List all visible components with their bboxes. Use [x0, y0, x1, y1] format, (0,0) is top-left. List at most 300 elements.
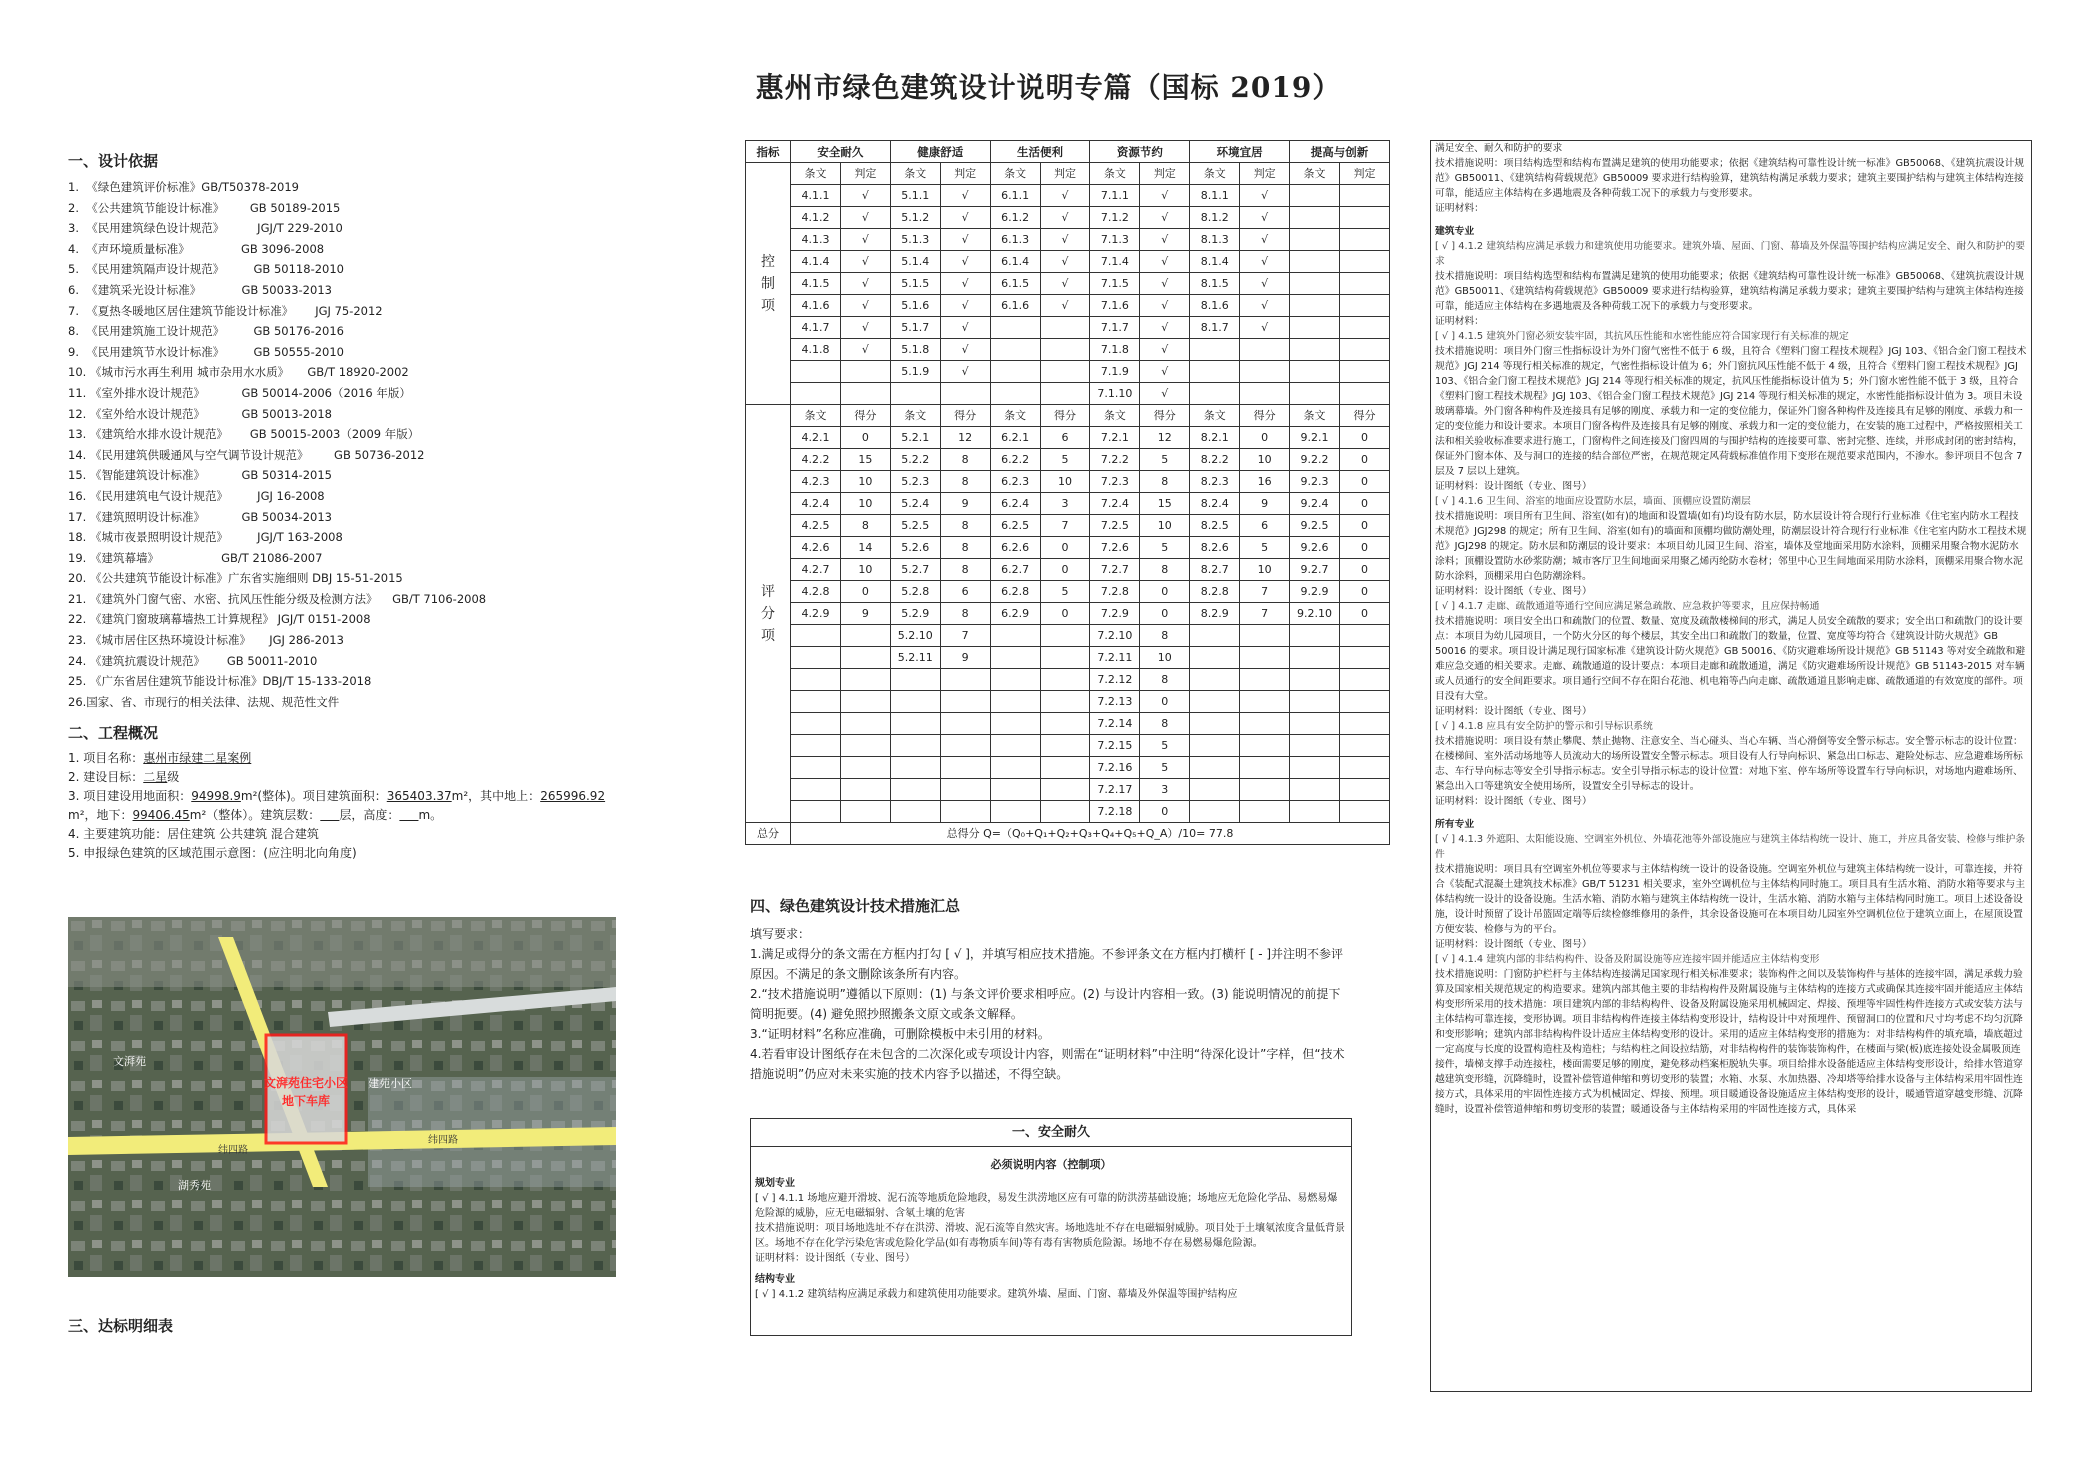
table-cell: 5	[1140, 757, 1190, 779]
table-cell	[990, 647, 1040, 669]
table-cell	[1190, 383, 1240, 405]
table-cell	[1339, 735, 1389, 757]
table-cell: 条文	[791, 405, 841, 427]
table-cell: 5.2.2	[890, 449, 940, 471]
table-cell: √	[1040, 273, 1090, 295]
table-cell: 7.2.1	[1090, 427, 1140, 449]
table-cell: 6.1.2	[990, 207, 1040, 229]
requirement-1: 1.满足或得分的条文需在方框内打勾 [ √ ]，并填写相应技术措施。不参评条文在方框内打横杆 [ - ]并注明不参评原因。不满足的条文删除该条所有内容。	[750, 947, 1344, 981]
table-cell: 5.1.9	[890, 361, 940, 383]
table-cell: 8.2.5	[1190, 515, 1240, 537]
table-cell: 7.2.8	[1090, 581, 1140, 603]
table-cell: 8.1.1	[1190, 185, 1240, 207]
table-cell: 6.2.6	[990, 537, 1040, 559]
table-cell: √	[840, 317, 890, 339]
map-label-road2: 纬四路	[428, 1135, 458, 1146]
table-cell: 7.2.9	[1090, 603, 1140, 625]
table-cell: √	[1140, 361, 1190, 383]
table-cell: 得分	[1040, 405, 1090, 427]
category-structure: 结构专业	[755, 1274, 795, 1285]
table-cell: √	[1240, 229, 1290, 251]
table-cell: 判定	[940, 163, 990, 185]
table-cell: 条文	[1290, 163, 1340, 185]
table-cell	[840, 713, 890, 735]
standard-item: 21. 《建筑外门窗气密、水密、抗风压性能分级及检测方法》 GB/T 7106-2008	[68, 591, 487, 606]
table-cell	[1339, 383, 1389, 405]
table-row	[746, 427, 1390, 449]
table-cell: 8.2.2	[1190, 449, 1240, 471]
table-cell	[1240, 625, 1290, 647]
text-block: 满足安全、耐久和防护的要求	[1435, 143, 1563, 154]
table-cell: 4.1.5	[791, 273, 841, 295]
table-cell: 9	[840, 603, 890, 625]
table-cell	[1040, 779, 1090, 801]
standard-item: 4. 《声环境质量标准》 GB 3096-2008	[68, 241, 325, 256]
table-cell: 7.2.4	[1090, 493, 1140, 515]
table-row	[746, 185, 1390, 207]
project-target-line: 2. 建设目标：二星级	[68, 770, 180, 785]
table-cell: 3	[1140, 779, 1190, 801]
table-cell: 5.2.9	[890, 603, 940, 625]
table-cell: √	[940, 361, 990, 383]
table-row	[746, 801, 1390, 823]
table-cell: 6.1.4	[990, 251, 1040, 273]
table-cell	[791, 779, 841, 801]
table-cell: 8	[1140, 471, 1190, 493]
table-cell: 6.2.4	[990, 493, 1040, 515]
table-cell	[1240, 361, 1290, 383]
table-cell	[1240, 669, 1290, 691]
table-cell: √	[940, 185, 990, 207]
standard-item: 3. 《民用建筑绿色设计规范》 JGJ/T 229-2010	[68, 221, 343, 236]
text-block: [ √ ] 4.1.7 走廊、疏散通道等通行空间应满足紧急疏散、应急救护等要求，且应保持畅通	[1435, 601, 1820, 612]
table-cell	[1339, 361, 1389, 383]
table-cell	[1190, 339, 1240, 361]
table-cell: √	[1140, 317, 1190, 339]
table-row	[746, 295, 1390, 317]
table-cell: 5.1.4	[890, 251, 940, 273]
standard-item: 12. 《室外给水设计规范》 GB 50013-2018	[68, 406, 332, 421]
table-cell	[1040, 647, 1090, 669]
table-cell	[1240, 647, 1290, 669]
table-cell	[840, 801, 890, 823]
section-heading-3: 三、达标明细表	[68, 1317, 174, 1335]
table-cell: 7.1.6	[1090, 295, 1140, 317]
table-cell: 8	[940, 515, 990, 537]
table-cell	[940, 669, 990, 691]
table-cell	[990, 801, 1040, 823]
standard-item: 6. 《建筑采光设计标准》 GB 50033-2013	[68, 282, 332, 297]
table-cell: √	[1240, 295, 1290, 317]
table-cell: 5	[1140, 537, 1190, 559]
table-row	[746, 559, 1390, 581]
table-row	[746, 603, 1390, 625]
table-cell	[1290, 251, 1340, 273]
table-cell: 6.2.9	[990, 603, 1040, 625]
text-block: [ √ ] 4.1.2 建筑结构应满足承载力和建筑使用功能要求。建筑外墙、屋面、门窗、幕墙及外保温等围护结构应满足安全、耐久和防护的要求	[1435, 241, 2026, 267]
table-cell: 7.2.3	[1090, 471, 1140, 493]
table-cell	[1240, 691, 1290, 713]
section-heading-4: 四、绿色建筑设计技术措施汇总	[750, 897, 961, 915]
text-block: 技术措施说明：门窗防护栏杆与主体结构连接满足国家现行相关标准要求；装饰构件之间以及装饰构件与基体的连接牢固，满足承载力验算及国家相关规范规定的构造要求。建筑内部其他主要的非结构构件及附属设施与主体结构的连接方式或确保其连接牢固并能适应主体结构变形所采用的技术措施：项目建筑内部的非结构构件、设备及附属设施采用机械固定、焊接、预埋等牢固性构件连接方式或安装方法与主体结构可靠连接，变形协调。项目非结构构件连接主体结构变形设计，结构设计中对预埋件、预留洞口的位置和尺寸均考虑不均匀沉降和变形影响；建筑内部非结构构件设计适应主体结构变形的设计。采用的适应主体结构变形的措施为：对非结构构件的填充墙，墙底超过一定高度与长度的设置构造柱及构造柱；与结构柱之间设拉结筋，对非结构构件的装饰装饰构件，在楼面与梁(板)底连接处设金属吸顶连接件，墙梯支撑手动连接柱，楼面需要足够的刚度，避免移动档案柜脱轨失事。项目给排水设备能适应主体结构变形设计，给排水管道穿越建筑变形缝，沉降缝时，设置补偿管道伸缩和剪切变形的装置；水箱、水泵、水加热器、冷却塔等给排水设备与主体结构采用牢固性连接方式，具体采用的牢固性连接方式为机械固定、焊接、预埋。项目暖通设备设施适应主体结构变形的设计，暖通管道穿越变形缝、沉降缝时，设置补偿管道伸缩和剪切变形的装置；暖通设备与主体结构采用的牢固性连接方式，具体采	[1435, 969, 2023, 1115]
table-cell: √	[1240, 207, 1290, 229]
table-cell	[840, 647, 890, 669]
table-cell: 环境宜居	[1190, 141, 1290, 163]
table-cell	[1290, 801, 1340, 823]
table-row	[746, 251, 1390, 273]
table-cell: 8	[1140, 625, 1190, 647]
table-cell: 5	[1240, 537, 1290, 559]
table-cell: √	[1240, 185, 1290, 207]
table-cell	[840, 757, 890, 779]
table-cell: 条文	[791, 163, 841, 185]
table-cell: √	[1240, 273, 1290, 295]
table-cell	[990, 339, 1040, 361]
table-cell	[890, 383, 940, 405]
table-cell: 判定	[1240, 163, 1290, 185]
standard-item: 23. 《城市居住区热环境设计标准》 JGJ 286-2013	[68, 633, 344, 648]
table-cell: 6.1.6	[990, 295, 1040, 317]
section-heading-1: 一、设计依据	[68, 152, 159, 170]
left-column	[68, 150, 708, 863]
table-cell	[1290, 207, 1340, 229]
table-cell: 7.2.14	[1090, 713, 1140, 735]
requirement-3: 3.“证明材料”名称应准确，可删除模板中未引用的材料。	[750, 1027, 1050, 1041]
table-cell: √	[1140, 273, 1190, 295]
table-cell: 7.2.10	[1090, 625, 1140, 647]
standard-item: 1. 《绿色建筑评价标准》GB/T50378-2019	[68, 180, 299, 194]
table-cell: 0	[1140, 801, 1190, 823]
table-cell: 6.2.7	[990, 559, 1040, 581]
section-4	[750, 895, 1350, 1084]
table-cell: 7.2.16	[1090, 757, 1140, 779]
table-cell: 6	[1240, 515, 1290, 537]
table-cell: 4.2.1	[791, 427, 841, 449]
table-cell: 0	[1140, 691, 1190, 713]
table-cell: 得分	[1339, 405, 1389, 427]
table-cell	[1040, 735, 1090, 757]
table-cell: 7.2.11	[1090, 647, 1140, 669]
standard-item: 14. 《民用建筑供暖通风与空气调节设计规范》 GB 50736-2012	[68, 447, 425, 462]
table-cell: √	[1140, 251, 1190, 273]
table-cell	[840, 625, 890, 647]
table-cell: √	[940, 273, 990, 295]
table-row	[746, 625, 1390, 647]
table-subheader-row	[746, 163, 1390, 185]
table-cell: 7	[1240, 603, 1290, 625]
table-cell: 6.2.1	[990, 427, 1040, 449]
table-cell	[1240, 735, 1290, 757]
table-cell: 6.1.3	[990, 229, 1040, 251]
table-cell: 5.1.8	[890, 339, 940, 361]
item-4-1-1: [ √ ] 4.1.1 场地应避开滑坡、泥石流等地质危险地段，易发生洪涝地区应有可靠的防洪涝基础设施；场地应无危险化学品、易燃易爆危险源的威胁，应无电磁辐射、含氡土壤的危害	[755, 1193, 1338, 1219]
map-label-site: 文湃苑住宅小区	[263, 1076, 349, 1090]
table-cell	[1339, 801, 1389, 823]
table-cell: 6.2.8	[990, 581, 1040, 603]
table-cell: 8	[940, 537, 990, 559]
text-block: [ √ ] 4.1.5 建筑外门窗必须安装牢固，其抗风压性能和水密性能应符合国家现行有关标准的规定	[1435, 331, 1849, 342]
table-cell	[990, 625, 1040, 647]
table-cell	[1240, 779, 1290, 801]
table-cell: 判定	[1339, 163, 1389, 185]
table-cell: 7.2.2	[1090, 449, 1140, 471]
table-cell: 8	[940, 449, 990, 471]
table-cell	[1339, 669, 1389, 691]
table-cell: 7.2.18	[1090, 801, 1140, 823]
table-cell	[890, 691, 940, 713]
table-cell: √	[1040, 251, 1090, 273]
table-cell	[890, 713, 940, 735]
table-row	[746, 691, 1390, 713]
table-cell: 4.2.9	[791, 603, 841, 625]
table-cell: 0	[840, 581, 890, 603]
table-cell: √	[1140, 207, 1190, 229]
table-cell: 5.2.5	[890, 515, 940, 537]
table-cell: √	[1040, 295, 1090, 317]
text-block: [ √ ] 4.1.4 建筑内部的非结构构件、设备及附属设施等应连接牢固并能适应主体结构变形	[1435, 954, 1820, 965]
table-cell: 得分	[1140, 405, 1190, 427]
table-cell	[840, 669, 890, 691]
table-cell: 10	[1240, 559, 1290, 581]
text-block: 证明材料：设计图纸（专业、图号）	[1435, 586, 1592, 597]
table-cell	[791, 361, 841, 383]
table-cell: 8.2.8	[1190, 581, 1240, 603]
table-cell: 0	[1339, 603, 1389, 625]
table-cell: 7.1.8	[1090, 339, 1140, 361]
table-cell	[890, 779, 940, 801]
table-cell: 14	[840, 537, 890, 559]
text-block: 技术措施说明：项目结构选型和结构布置满足建筑的使用功能要求；依据《建筑结构可靠性设计统一标准》GB50068、《建筑抗震设计规范》GB50011、《建筑结构荷载规范》GB50009 要求进行结构验算，建筑结构满足承载力要求；建筑主要围护结构与建筑主体结构连接可靠，能适应主体结构在多遇地震及各种荷载工况下的承载力与变形要求。	[1435, 158, 2025, 199]
table-cell: 8.2.7	[1190, 559, 1240, 581]
table-cell: 9	[940, 493, 990, 515]
table-cell: 10	[840, 559, 890, 581]
table-cell: 7.2.17	[1090, 779, 1140, 801]
table-cell	[1290, 625, 1340, 647]
table-cell: 8	[840, 515, 890, 537]
table-cell: √	[840, 273, 890, 295]
table-cell	[840, 735, 890, 757]
table-cell: 0	[1339, 537, 1389, 559]
table-cell: 0	[1040, 559, 1090, 581]
table-cell: 7.1.5	[1090, 273, 1140, 295]
table-cell	[1339, 691, 1389, 713]
text-block: [ √ ] 4.1.3 外遮阳、太阳能设施、空调室外机位、外墙花池等外部设施应与建筑主体结构统一设计、施工，并应具备安装、检修与维护条件	[1435, 834, 2026, 860]
table-cell: 5.2.7	[890, 559, 940, 581]
table-cell: 10	[1040, 471, 1090, 493]
standard-item: 13. 《建筑给水排水设计规范》 GB 50015-2003（2009 年版）	[68, 427, 420, 442]
table-cell: √	[1040, 207, 1090, 229]
table-cell	[1339, 317, 1389, 339]
table-cell	[890, 757, 940, 779]
table-cell: 4.1.8	[791, 339, 841, 361]
table-cell: 7.1.9	[1090, 361, 1140, 383]
table-cell: 4.1.7	[791, 317, 841, 339]
table-cell	[990, 735, 1040, 757]
table-cell	[990, 669, 1040, 691]
table-cell: √	[940, 295, 990, 317]
item-4-1-1-evidence: 证明材料：设计图纸（专业、图号）	[755, 1253, 915, 1264]
table-cell: 7.2.6	[1090, 537, 1140, 559]
table-cell: 16	[1240, 471, 1290, 493]
table-cell: 9.2.2	[1290, 449, 1340, 471]
table-cell: 总分	[746, 823, 791, 845]
table-cell: 8.2.3	[1190, 471, 1240, 493]
table-cell: 15	[1140, 493, 1190, 515]
table-cell	[1190, 361, 1240, 383]
table-cell: 0	[840, 427, 890, 449]
map-label-road1: 纬四路	[218, 1145, 248, 1156]
table-cell: 7	[940, 625, 990, 647]
table-cell	[1290, 317, 1340, 339]
table-cell: 7.1.1	[1090, 185, 1140, 207]
table-row	[746, 647, 1390, 669]
table-cell: 5.2.8	[890, 581, 940, 603]
table-cell	[840, 361, 890, 383]
table-cell: 10	[1140, 647, 1190, 669]
map-label-wenpai: 文湃苑	[113, 1055, 146, 1068]
table-cell: 0	[1040, 537, 1090, 559]
table-cell: 判定	[840, 163, 890, 185]
table-cell: 条文	[1190, 405, 1240, 427]
table-cell	[1339, 229, 1389, 251]
table-cell	[791, 669, 841, 691]
table-row	[746, 779, 1390, 801]
standard-item: 18. 《城市夜景照明设计规范》 JGJ/T 163-2008	[68, 530, 343, 545]
table-cell	[1190, 669, 1240, 691]
table-cell: 5	[1040, 581, 1090, 603]
table-cell: 9.2.9	[1290, 581, 1340, 603]
table-cell: 10	[840, 493, 890, 515]
table-cell: 7.1.4	[1090, 251, 1140, 273]
table-cell: 5	[1140, 735, 1190, 757]
table-cell: 10	[1140, 515, 1190, 537]
table-cell	[1290, 339, 1340, 361]
table-cell: √	[940, 317, 990, 339]
table-cell: 4.1.2	[791, 207, 841, 229]
table-cell: 12	[1140, 427, 1190, 449]
table-cell: 4.2.2	[791, 449, 841, 471]
standard-item: 26.国家、省、市现行的相关法律、法规、规范性文件	[68, 694, 340, 709]
map-label-jianyuan: 建苑小区	[368, 1077, 412, 1090]
compliance-table	[745, 140, 1390, 845]
table-cell: 0	[1140, 603, 1190, 625]
table-row	[746, 669, 1390, 691]
table-cell	[1190, 647, 1240, 669]
table-cell	[1190, 713, 1240, 735]
table-cell	[1240, 713, 1290, 735]
standard-item: 2. 《公共建筑节能设计标准》 GB 50189-2015	[68, 200, 341, 215]
table-cell	[1290, 383, 1340, 405]
table-cell	[940, 801, 990, 823]
table-cell	[890, 669, 940, 691]
table-cell: 9.2.3	[1290, 471, 1340, 493]
table-cell	[1240, 757, 1290, 779]
text-block: 技术措施说明：项目设有禁止攀爬、禁止抛物、注意安全、当心碰头、当心车辆、当心滑倒等安全警示标志。安全警示标志的设计位置：在楼梯间、室外活动场地等人员流动大的场所设置安全警示标志。项目设有人行导向标识、紧急出口标志、避险处标志、应急避难场所标志、车行导向标志等安全引导指示标志。安全引导指示标志的设计位置：对地下室、停车场所等设置车行导向标识，对场地内避难场所、紧急出入口等建筑安全使用场所，设置安全引导标志的设计。	[1435, 736, 2023, 792]
table-cell	[1290, 669, 1340, 691]
table-cell: √	[840, 207, 890, 229]
table-cell: 4.1.6	[791, 295, 841, 317]
box-heading: 一、安全耐久	[751, 1119, 1351, 1147]
table-cell	[791, 625, 841, 647]
table-cell: 4.1.3	[791, 229, 841, 251]
text-block: 证明材料：设计图纸（专业、图号）	[1435, 939, 1592, 950]
table-cell: 8.2.6	[1190, 537, 1240, 559]
table-cell: √	[840, 185, 890, 207]
table-cell: 8	[1140, 713, 1190, 735]
table-row	[746, 757, 1390, 779]
table-cell: 6.2.2	[990, 449, 1040, 471]
table-cell: 得分	[1240, 405, 1290, 427]
table-cell: √	[940, 251, 990, 273]
table-cell: 8.1.5	[1190, 273, 1240, 295]
table-cell: 5.2.1	[890, 427, 940, 449]
table-cell: 6.2.3	[990, 471, 1040, 493]
table-cell: 8.1.3	[1190, 229, 1240, 251]
table-cell: 4.2.8	[791, 581, 841, 603]
table-cell: √	[840, 295, 890, 317]
table-cell: √	[840, 339, 890, 361]
table-cell: 0	[1040, 603, 1090, 625]
table-cell: 6.1.5	[990, 273, 1040, 295]
table-cell: 0	[1339, 427, 1389, 449]
table-cell: 8.1.4	[1190, 251, 1240, 273]
table-cell: 0	[1339, 515, 1389, 537]
table-cell: 8	[940, 471, 990, 493]
text-block: 技术措施说明：项目外门窗三性指标设计为外门窗气密性不低于 6 级，且符合《塑料门窗工程技术规程》JGJ 103、《铝合金门窗工程技术规范》JGJ 214 等现行相关标准的规定，气密性指标设计值为 6；外门窗抗风压性能不低于 4 级，且符合《塑料门窗工程技术规程》JGJ 103、《铝合金门窗工程技术规范》JGJ 214 等现行相关标准的规定，抗风压性能指标设计值为 5；外门窗水密性能不低于 3 级，且符合《塑料门窗工程技术规程》JGJ 103、《铝合金门窗工程技术规范》JGJ 214 等现行相关标准的规定，水密性能指标设计值为 3。项目未设玻璃幕墙。外门窗各种构件及连接具有足够的刚度、承载力和一定的变位能力，保证外门窗各种构件及连接具有足够的刚度、承载力和一定的变位能力和设计要求。本项目门窗各构件及连接具有足够的刚度、承载力和一定的变位能力，在安装的施工过程中，严格按照相关工法和相关验收标准要求进行施工，门窗构件之间连接及门窗四周的与围护结构的连接要可靠、密封完整、连续，并形成封闭的密封结构，保证外门窗本体、及与洞口的连接的结合部位严密，在规范规定风荷载标准值作用下变形在规范要求范围内，不渗水。参评项目不包含 7 层及 7 层以上建筑。	[1435, 346, 2027, 477]
table-cell: 10	[840, 471, 890, 493]
table-cell: 健康舒适	[890, 141, 990, 163]
table-cell: 5.2.11	[890, 647, 940, 669]
table-cell: √	[1140, 383, 1190, 405]
table-cell: 条文	[1190, 163, 1240, 185]
table-cell: 0	[1140, 581, 1190, 603]
table-cell	[840, 779, 890, 801]
standards-list	[68, 177, 708, 712]
text-block: 证明材料：	[1435, 203, 1484, 214]
table-row	[746, 229, 1390, 251]
table-cell	[1040, 713, 1090, 735]
table-cell: 5.1.3	[890, 229, 940, 251]
table-cell	[1190, 691, 1240, 713]
table-cell	[1040, 691, 1090, 713]
table-cell	[1290, 779, 1340, 801]
standard-item: 20. 《公共建筑节能设计标准》广东省实施细则 DBJ 15-51-2015	[68, 571, 403, 586]
table-cell	[1290, 647, 1340, 669]
project-map-note: 5. 申报绿色建筑的区域范围示意图：(应注明北向角度)	[68, 846, 357, 861]
table-cell: 6	[940, 581, 990, 603]
table-cell: √	[1040, 229, 1090, 251]
table-cell: 0	[1339, 493, 1389, 515]
section-heading-2: 二、工程概况	[68, 724, 159, 743]
table-cell: 7.2.7	[1090, 559, 1140, 581]
table-row	[746, 581, 1390, 603]
text-block: 证明材料：设计图纸（专业、图号）	[1435, 481, 1592, 492]
table-cell: √	[1240, 251, 1290, 273]
table-cell: 5.1.5	[890, 273, 940, 295]
table-cell: 3	[1040, 493, 1090, 515]
table-cell: 条文	[1090, 163, 1140, 185]
table-cell: 4.2.5	[791, 515, 841, 537]
standard-item: 11. 《室外排水设计规范》 GB 50014-2006（2016 年版）	[68, 385, 411, 400]
table-cell: 总得分 Q=（Q₀+Q₁+Q₂+Q₃+Q₄+Q₅+Q_A）/10= 77.8	[791, 823, 1390, 845]
table-cell: 12	[940, 427, 990, 449]
standard-item: 19. 《建筑幕墙》 GB/T 21086-2007	[68, 550, 323, 565]
box-subheading: 必须说明内容（控制项）	[990, 1158, 1112, 1171]
text-block: 技术措施说明：项目安全出口和疏散门的位置、数量、宽度及疏散楼梯间的形式，满足人员安全疏散的要求；安全出口和疏散门的设计要点：本项目为幼儿园项目，一个防火分区的每个楼层，其安全出口和疏散门的数量，位置、宽度等均符合《建筑设计防火规范》GB 50016 的要求。项目设计满足现行国家标准《建筑设计防火规范》GB 50016、《防灾避难场所设计规范》GB 51143 等对安全疏散和避难应急交通的相关要求。走廊、疏散通道的设计要点：本项目走廊和疏散通道，满足《防灾避难场所设计规范》GB 51143-2015 对车辆或人员通行的安全间距要求。项目通行空间不存在阳台花池、机电箱等凸向走廊、疏散通道且影响走廊、疏散通道的有效宽度的部件。项目没有大堂。	[1435, 616, 2026, 702]
table-cell: √	[1140, 339, 1190, 361]
safety-durability-box	[750, 1118, 1352, 1336]
table-cell	[1339, 207, 1389, 229]
